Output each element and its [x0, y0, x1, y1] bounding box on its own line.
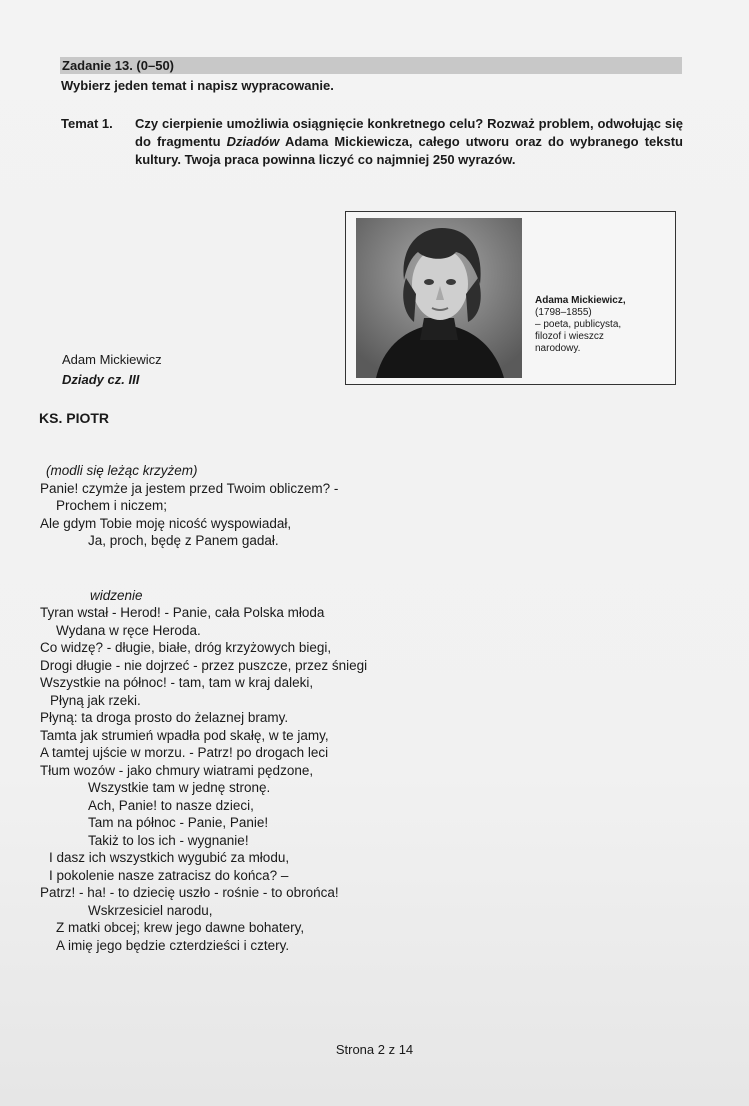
poem-line: Wszystkie na północ! - tam, tam w kraj daleki,: [40, 675, 314, 690]
poem-line: Tamta jak strumień wpadła pod skałę, w te jamy,: [40, 727, 329, 743]
source-author: Adam Mickiewicz: [62, 352, 162, 367]
poem-line: A imię jego będzie czterdzieści i cztery.: [56, 937, 290, 953]
poem-line: Panie! czymże ja jestem przed Twoim obliczem? -: [40, 480, 339, 496]
poem-line: I pokolenie nasze zatracisz do końca? –: [49, 867, 289, 883]
poem-line: Tam na północ - Panie, Panie!: [88, 815, 269, 830]
poem-line: Wszystkie tam w jednę stronę.: [88, 780, 271, 795]
topic-text-after: Adama Mickiewicza, całego utworu oraz do wybranego tekstu kultury. Twoja praca powinna liczyć co najmniej 250 wyrazów.: [135, 134, 683, 167]
page-number: Strona 2 z 14: [335, 1042, 414, 1057]
poem-line: Ach, Panie! to nasze dzieci,: [88, 797, 254, 813]
source-work: Dziady cz. III: [62, 372, 140, 387]
portrait-image: [356, 218, 522, 378]
caption-years: (1798–1855): [535, 307, 592, 318]
speaker-name: KS. PIOTR: [39, 410, 110, 426]
portrait-box: [345, 211, 676, 385]
portrait-illustration: [356, 218, 522, 378]
poem-line: Takiż to los ich - wygnanie!: [88, 832, 249, 848]
poem-line: widzenie: [90, 587, 143, 603]
portrait-caption: [535, 295, 665, 355]
poem-line: Ja, proch, będę z Panem gadał.: [88, 533, 279, 548]
poem-line: A tamtej ujście w morzu. - Patrz! po drogach leci: [40, 745, 329, 760]
poem-line: Patrz! - ha! - to dziecię uszło - rośnie - to obrońca!: [40, 885, 339, 900]
task-instruction: Wybierz jeden temat i napisz wypracowanie.: [61, 78, 334, 93]
poem-line: Wydana w ręce Heroda.: [56, 622, 201, 638]
poem-line: Z matki obcej; krew jego dawne bohatery,: [56, 920, 305, 935]
caption-desc-1: – poeta, publicysta,: [535, 319, 622, 330]
poem-line: (modli się leżąc krzyżem): [46, 463, 198, 478]
topic-label: Temat 1.: [61, 116, 113, 131]
caption-desc-2: filozof i wieszcz: [535, 331, 604, 342]
poem-text: [40, 462, 680, 954]
poem-line: Płyną: ta droga prosto do żelaznej bramy.: [40, 710, 289, 725]
caption-desc-3: narodowy.: [535, 343, 581, 354]
topic-text-italic: Dziadów: [226, 134, 280, 149]
poem-line: Ale gdym Tobie moję nicość wyspowiadał,: [40, 515, 292, 531]
poem-line: Co widzę? - długie, białe, dróg krzyżowych biegi,: [40, 640, 332, 655]
poem-line: Płyną jak rzeki.: [50, 692, 141, 708]
poem-line: Drogi długie - nie dojrzeć - przez puszcze, przez śniegi: [40, 657, 368, 673]
topic-text-before: Czy cierpienie umożliwia osiągnięcie konkretnego celu? Rozważ problem, odwołując się do fragmentu: [135, 116, 683, 149]
topic-block: [61, 115, 683, 169]
caption-name: Adama Mickiewicz,: [535, 295, 626, 306]
poem-line: Tyran wstał - Herod! - Panie, cała Polska młoda: [40, 605, 325, 620]
stanza-gap: [40, 550, 680, 587]
task-header: Zadanie 13. (0–50): [60, 57, 682, 74]
poem-line: I dasz ich wszystkich wygubić za młodu,: [49, 850, 290, 865]
topic-text: [135, 115, 683, 169]
poem-line: Wskrzesiciel narodu,: [88, 902, 213, 918]
poem-line: Prochem i niczem;: [56, 498, 168, 513]
poem-line: Tłum wozów - jako chmury wiatrami pędzone,: [40, 762, 314, 778]
